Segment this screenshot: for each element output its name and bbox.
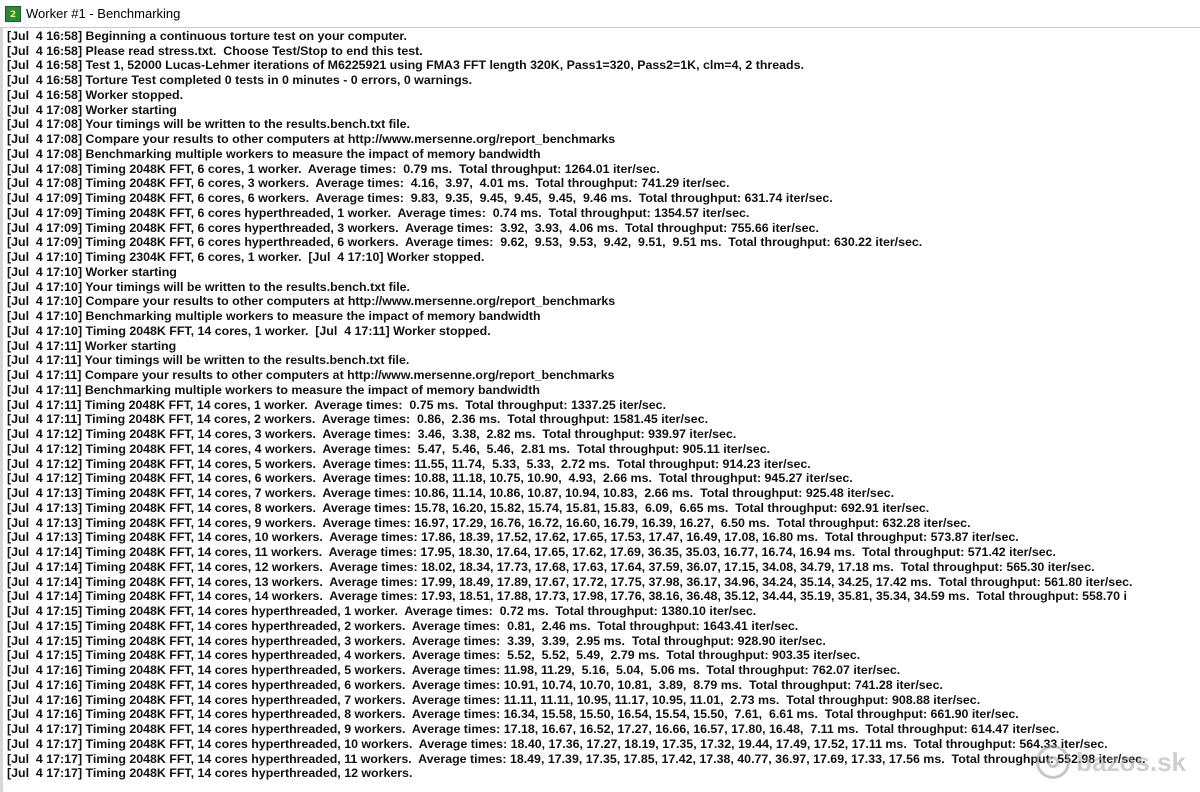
log-line: [Jul 4 17:09] Timing 2048K FFT, 6 cores, 6 workers. Average times: 9.83, 9.35, 9.45, 9.45, 9.45, 9.46 ms. Total throughput: 631.74 iter/sec. bbox=[7, 191, 833, 205]
log-line: [Jul 4 17:11] Your timings will be written to the results.bench.txt file. bbox=[7, 353, 410, 368]
log-line: [Jul 4 17:17] Timing 2048K FFT, 14 cores hyperthreaded, 11 workers. Average times: 18.49, 17.39, 17.35, 17.85, 17.42, 17.38, 40.77, 36.97, 17.69, 17.33, 17.56 ms. Total throughput: 552.98 iter/sec. bbox=[7, 751, 1146, 766]
log-lines bbox=[0, 28, 1200, 781]
log-line: [Jul 4 16:58] Test 1, 52000 Lucas-Lehmer iterations of M6225921 using FMA3 FFT length 320K, Pass1=320, Pass2=1K, clm=4, 2 threads. bbox=[7, 58, 804, 73]
log-line: [Jul 4 17:16] Timing 2048K FFT, 14 cores hyperthreaded, 6 workers. Average times: 10.91, 10.74, 10.70, 10.81, 3.89, 8.79 ms. Total throughput: 741.28 iter/sec. bbox=[7, 677, 943, 692]
log-line: [Jul 4 17:11] Timing 2048K FFT, 14 cores, 1 worker. Average times: 0.75 ms. Total throughput: 1337.25 iter/sec. bbox=[7, 397, 667, 412]
log-line: [Jul 4 17:11] Worker starting bbox=[7, 338, 177, 353]
log-line: [Jul 4 17:08] Worker starting bbox=[7, 102, 177, 117]
log-line: [Jul 4 17:12] Timing 2048K FFT, 14 cores, 4 workers. Average times: 5.47, 5.46, 5.46, 2.81 ms. Total throughput: 905.11 iter/sec. bbox=[7, 441, 771, 456]
prime95-app-icon[interactable]: 2 bbox=[5, 6, 21, 22]
log-line: [Jul 4 17:16] Timing 2048K FFT, 14 cores hyperthreaded, 7 workers. Average times: 11.11, 11.11, 10.95, 11.17, 10.95, 11.01, 2.73 ms. Total throughput: 908.88 iter/sec. bbox=[7, 692, 981, 707]
log-line: [Jul 4 17:11] Compare your results to other computers at http://www.mersenne.org/report_benchmarks bbox=[7, 368, 615, 382]
watermark-text: bazos.sk bbox=[1076, 746, 1186, 777]
log-line: [Jul 4 17:15] Timing 2048K FFT, 14 cores hyperthreaded, 2 workers. Average times: 0.81, 2.46 ms. Total throughput: 1643.41 iter/sec. bbox=[7, 618, 799, 633]
log-line: [Jul 4 17:15] Timing 2048K FFT, 14 cores hyperthreaded, 4 workers. Average times: 5.52, 5.52, 5.49, 2.79 ms. Total throughput: 903.35 iter/sec. bbox=[7, 648, 861, 663]
log-line: [Jul 4 17:14] Timing 2048K FFT, 14 cores, 12 workers. Average times: 18.02, 18.34, 17.73, 17.68, 17.63, 17.64, 37.59, 36.07, 17.15, 34.08, 34.79, 17.18 ms. Total throughput: 565.30 iter/sec. bbox=[7, 559, 1095, 574]
log-line: [Jul 4 17:15] Timing 2048K FFT, 14 cores hyperthreaded, 1 worker. Average times: 0.72 ms. Total throughput: 1380.10 iter/sec. bbox=[7, 604, 757, 618]
log-line: [Jul 4 17:14] Timing 2048K FFT, 14 cores, 13 workers. Average times: 17.99, 18.49, 17.89, 17.67, 17.72, 17.75, 37.98, 36.17, 34.96, 34.24, 35.14, 34.25, 17.42 ms. Total throughput: 561.80 iter/sec. bbox=[7, 574, 1133, 589]
log-line: [Jul 4 17:10] Worker starting bbox=[7, 264, 177, 279]
log-line: [Jul 4 17:14] Timing 2048K FFT, 14 cores, 11 workers. Average times: 17.95, 18.30, 17.64, 17.65, 17.62, 17.69, 36.35, 35.03, 16.77, 16.74, 16.94 ms. Total throughput: 571.42 iter/sec. bbox=[7, 545, 1056, 559]
log-line: [Jul 4 17:08] Benchmarking multiple workers to measure the impact of memory bandwidth bbox=[7, 146, 541, 161]
window-title: Worker #1 - Benchmarking bbox=[26, 6, 181, 21]
log-line: [Jul 4 17:10] Compare your results to other computers at http://www.mersenne.org/report_benchmarks bbox=[7, 294, 616, 309]
log-line: [Jul 4 17:08] Timing 2048K FFT, 6 cores, 1 worker. Average times: 0.79 ms. Total throughput: 1264.01 iter/sec. bbox=[7, 161, 660, 176]
log-line: [Jul 4 17:08] Compare your results to other computers at http://www.mersenne.org/report_benchmarks bbox=[7, 132, 616, 146]
log-line: [Jul 4 17:12] Timing 2048K FFT, 14 cores, 5 workers. Average times: 11.55, 11.74, 5.33, 5.33, 2.72 ms. Total throughput: 914.23 iter/sec. bbox=[7, 456, 811, 471]
log-line: [Jul 4 17:09] Timing 2048K FFT, 6 cores hyperthreaded, 6 workers. Average times: 9.62, 9.53, 9.53, 9.42, 9.51, 9.51 ms. Total throughput: 630.22 iter/sec. bbox=[7, 235, 923, 250]
log-line: [Jul 4 17:10] Timing 2304K FFT, 6 cores, 1 worker. [Jul 4 17:10] Worker stopped. bbox=[7, 250, 485, 264]
log-line: [Jul 4 17:09] Timing 2048K FFT, 6 cores hyperthreaded, 1 worker. Average times: 0.74 ms. Total throughput: 1354.57 iter/sec. bbox=[7, 205, 750, 220]
log-line: [Jul 4 17:08] Your timings will be written to the results.bench.txt file. bbox=[7, 117, 410, 132]
log-line: [Jul 4 17:10] Your timings will be written to the results.bench.txt file. bbox=[7, 279, 410, 294]
log-line: [Jul 4 17:17] Timing 2048K FFT, 14 cores hyperthreaded, 10 workers. Average times: 18.40, 17.36, 17.27, 18.19, 17.35, 17.32, 19.44, 17.49, 17.52, 17.11 ms. Total throughput: 564.33 iter/sec. bbox=[7, 736, 1108, 751]
log-line: [Jul 4 17:14] Timing 2048K FFT, 14 cores, 14 workers. Average times: 17.93, 18.51, 17.88, 17.73, 17.98, 17.76, 38.16, 36.48, 35.12, 34.44, 35.19, 35.81, 35.34, 34.59 ms. Total throughput: 558.70 i bbox=[7, 589, 1127, 604]
log-line: [Jul 4 17:09] Timing 2048K FFT, 6 cores hyperthreaded, 3 workers. Average times: 3.92, 3.93, 4.06 ms. Total throughput: 755.66 iter/sec. bbox=[7, 220, 819, 235]
log-line: [Jul 4 17:11] Benchmarking multiple workers to measure the impact of memory bandwidth bbox=[7, 382, 540, 397]
log-line: [Jul 4 17:08] Timing 2048K FFT, 6 cores, 3 workers. Average times: 4.16, 3.97, 4.01 ms. Total throughput: 741.29 iter/sec. bbox=[7, 176, 730, 191]
log-line: [Jul 4 17:10] Benchmarking multiple workers to measure the impact of memory bandwidth bbox=[7, 309, 541, 323]
log-line: [Jul 4 17:17] Timing 2048K FFT, 14 cores hyperthreaded, 12 workers. bbox=[7, 766, 413, 781]
log-line: [Jul 4 16:58] Beginning a continuous torture test on your computer. bbox=[7, 28, 407, 43]
log-line: [Jul 4 17:12] Timing 2048K FFT, 14 cores, 3 workers. Average times: 3.46, 3.38, 2.82 ms. Total throughput: 939.97 iter/sec. bbox=[7, 427, 737, 441]
log-line: [Jul 4 17:13] Timing 2048K FFT, 14 cores, 7 workers. Average times: 10.86, 11.14, 10.86, 10.87, 10.94, 10.83, 2.66 ms. Total throughput: 925.48 iter/sec. bbox=[7, 486, 895, 500]
log-line: [Jul 4 17:16] Timing 2048K FFT, 14 cores hyperthreaded, 5 workers. Average times: 11.98, 11.29, 5.16, 5.04, 5.06 ms. Total throughput: 762.07 iter/sec. bbox=[7, 663, 901, 677]
log-line: [Jul 4 17:13] Timing 2048K FFT, 14 cores, 10 workers. Average times: 17.86, 18.39, 17.52, 17.62, 17.65, 17.53, 17.47, 16.49, 17.08, 16.80 ms. Total throughput: 573.87 iter/sec. bbox=[7, 530, 1019, 545]
log-line: [Jul 4 17:13] Timing 2048K FFT, 14 cores, 9 workers. Average times: 16.97, 17.29, 16.76, 16.72, 16.60, 16.79, 16.39, 16.27, 6.50 ms. Total throughput: 632.28 iter/sec. bbox=[7, 515, 971, 530]
log-line: [Jul 4 17:16] Timing 2048K FFT, 14 cores hyperthreaded, 8 workers. Average times: 16.34, 15.58, 15.50, 16.54, 15.54, 15.50, 7.61, 6.61 ms. Total throughput: 661.90 iter/sec. bbox=[7, 707, 1019, 722]
log-line: [Jul 4 17:13] Timing 2048K FFT, 14 cores, 8 workers. Average times: 15.78, 16.20, 15.82, 15.74, 15.81, 15.83, 6.09, 6.65 ms. Total throughput: 692.91 iter/sec. bbox=[7, 500, 930, 515]
log-line: [Jul 4 17:17] Timing 2048K FFT, 14 cores hyperthreaded, 9 workers. Average times: 17.18, 16.67, 16.52, 17.27, 16.66, 16.57, 17.80, 16.48, 7.11 ms. Total throughput: 614.47 iter/sec. bbox=[7, 722, 1060, 736]
log-line: [Jul 4 16:58] Worker stopped. bbox=[7, 87, 184, 102]
worker-log-area[interactable] bbox=[0, 28, 1200, 792]
log-line: [Jul 4 17:10] Timing 2048K FFT, 14 cores, 1 worker. [Jul 4 17:11] Worker stopped. bbox=[7, 323, 491, 338]
log-line: [Jul 4 17:12] Timing 2048K FFT, 14 cores, 6 workers. Average times: 10.88, 11.18, 10.75, 10.90, 4.93, 2.66 ms. Total throughput: 945.27 iter/sec. bbox=[7, 471, 853, 486]
log-line: [Jul 4 17:11] Timing 2048K FFT, 14 cores, 2 workers. Average times: 0.86, 2.36 ms. Total throughput: 1581.45 iter/sec. bbox=[7, 412, 709, 427]
log-line: [Jul 4 16:58] Please read stress.txt. Choose Test/Stop to end this test. bbox=[7, 43, 423, 58]
title-bar[interactable] bbox=[0, 0, 1200, 28]
log-line: [Jul 4 17:15] Timing 2048K FFT, 14 cores hyperthreaded, 3 workers. Average times: 3.39, 3.39, 2.95 ms. Total throughput: 928.90 iter/sec. bbox=[7, 633, 826, 648]
log-line: [Jul 4 16:58] Torture Test completed 0 tests in 0 minutes - 0 errors, 0 warnings. bbox=[7, 73, 473, 87]
